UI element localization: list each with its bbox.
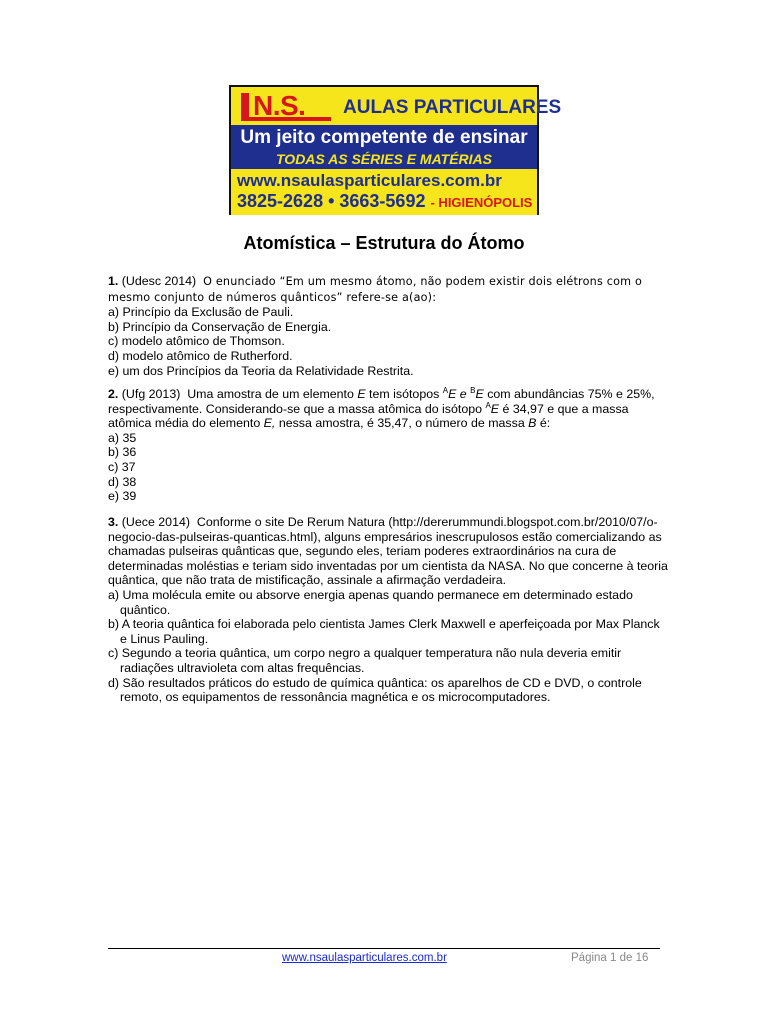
page-number: Página 1 de 16 <box>571 952 649 964</box>
question-source: (Uece 2014) <box>121 515 190 529</box>
option: b) A teoria quântica foi elaborada pelo cientista James Clerk Maxwell e aperfeiçoada por Max Planck e Linus Pauling. <box>108 617 660 646</box>
isotope-superscript: B <box>470 385 476 395</box>
question-text: Conforme o site De Rerum Natura (http://dererummundi.blogspot.com.br/2010/07/o-negocio-das-pulseiras-quanticas.html), alguns empresários inescrupulosos estão comercializando as chamadas pulseiras quânticas que, segundo eles, teriam poderes extraordinários na cura de determinadas moléstias e teriam sido inventadas por um cientista da NASA. No que concerne à teoria quântica, que não trata de mistificação, assinale a afirmação verdadeira. <box>108 515 668 588</box>
option: c) 37 <box>108 459 136 474</box>
question-text: Uma amostra de um elemento <box>187 387 358 401</box>
question-number: 1. <box>108 274 119 288</box>
option: a) Princípio da Exclusão de Pauli. <box>108 305 294 320</box>
option: c) modelo atômico de Thomson. <box>108 334 285 349</box>
question-2 <box>108 387 668 504</box>
element-symbol: E <box>475 387 484 401</box>
isotope-superscript: A <box>485 400 491 410</box>
question-text: com abundâncias 75% e 25%, respectivamente. Considerando-se que a massa atômica do isótopo <box>108 387 655 416</box>
element-symbol: E, <box>263 416 276 431</box>
option: d) 38 <box>108 474 137 489</box>
question-text: O enunciado “Em um mesmo átomo, não podem existir dois elétrons com o mesmo conjunto de números quânticos” refere-se a(ao): <box>108 275 643 304</box>
banner-location: - HIGIENÓPOLIS <box>430 195 533 210</box>
option: d) São resultados práticos do estudo de química quântica: os aparelhos de CD e DVD, o controle remoto, os equipamentos de ressonância magnética e os microcomputadores. <box>108 675 642 705</box>
question-text: nessa amostra, é 35,47, o número de massa <box>275 416 529 431</box>
banner-brand: N.S. <box>253 90 306 121</box>
option: a) Uma molécula emite ou absorve energia apenas quando permanece em determinado estado quântico. <box>108 587 633 617</box>
question-number: 2. <box>108 387 119 401</box>
question-text: e <box>456 387 471 401</box>
question-number: 3. <box>108 515 119 529</box>
question-text: é: <box>536 416 551 431</box>
banner-tagline: AULAS PARTICULARES <box>343 97 562 118</box>
banner-slogan: Um jeito competente de ensinar <box>240 127 528 148</box>
option: c) Segundo a teoria quântica, um corpo negro a qualquer temperatura não nula deveria emitir radiações ultravioleta com altas frequências. <box>108 646 622 675</box>
footer-divider <box>108 948 660 949</box>
footer-website-link[interactable]: www.nsaulasparticulares.com.br <box>282 952 447 964</box>
question-1-stem <box>108 274 668 305</box>
question-3-stem <box>108 515 668 588</box>
option: b) 36 <box>108 445 137 460</box>
question-source: (Udesc 2014) <box>121 274 197 288</box>
page-title: Atomística – Estrutura do Átomo <box>243 233 525 253</box>
option: e) um dos Princípios da Teoria da Relatividade Restrita. <box>108 363 414 378</box>
element-symbol: E <box>448 387 457 401</box>
banner-site: www.nsaulasparticulares.com.br <box>237 171 502 190</box>
banner-series: TODAS AS SÉRIES E MATÉRIAS <box>276 151 492 167</box>
banner-phones <box>237 191 532 213</box>
question-2-stem <box>108 387 668 431</box>
header-banner-logo <box>229 85 562 215</box>
question-1 <box>108 274 668 378</box>
banner-phone-numbers: 3825-2628 • 3663-5692 <box>237 191 426 211</box>
question-source: (Ufg 2013) <box>121 387 181 401</box>
option: b) Princípio da Conservação de Energia. <box>108 319 332 334</box>
isotope-superscript: A <box>442 385 449 395</box>
option: d) modelo atômico de Rutherford. <box>108 348 293 363</box>
element-symbol: E <box>490 401 500 416</box>
element-symbol: E <box>357 387 366 401</box>
question-3 <box>108 515 668 705</box>
option: a) 35 <box>108 430 137 445</box>
isotope-symbol: B <box>528 416 537 431</box>
question-text: é 34,97 e que a massa atômica média do elemento <box>108 401 629 431</box>
question-text: tem isótopos <box>365 387 443 401</box>
option: e) 39 <box>108 489 137 504</box>
